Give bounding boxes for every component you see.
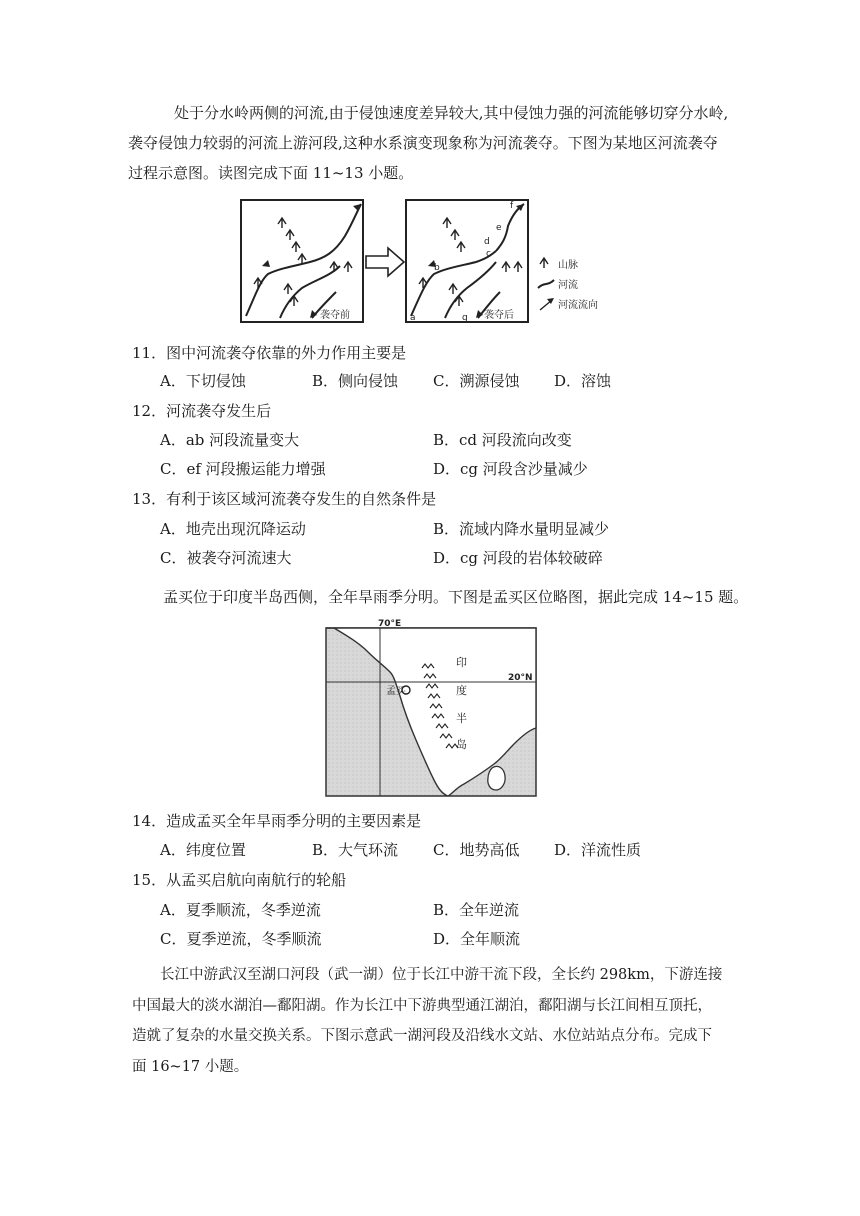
after-panel bbox=[406, 200, 528, 322]
q11-option-d[interactable]: D．溶蚀 bbox=[554, 372, 612, 390]
intro-line: 过程示意图。读图完成下面 11~13 小题。 bbox=[128, 164, 414, 182]
point-f-label: f bbox=[510, 201, 514, 211]
q12-option-b[interactable]: B．cd 河段流向改变 bbox=[433, 431, 572, 449]
q12-option-c[interactable]: C．ef 河段搬运能力增强 bbox=[160, 460, 326, 478]
peninsula-char: 度 bbox=[456, 684, 467, 697]
q11-option-a[interactable]: A．下切侵蚀 bbox=[160, 372, 246, 390]
point-g-label: g bbox=[462, 313, 468, 323]
q14-option-c[interactable]: C．地势高低 bbox=[433, 841, 520, 859]
transition-arrow-icon bbox=[366, 248, 404, 276]
intro-paragraph-16-17 bbox=[132, 960, 732, 1082]
q13-option-c[interactable]: C．被袭夺河流速大 bbox=[160, 549, 292, 567]
mumbai-label: 孟买 bbox=[386, 686, 406, 697]
q14-option-a[interactable]: A．纬度位置 bbox=[160, 841, 246, 859]
legend-flow: 河流流向 bbox=[558, 300, 598, 311]
intro-line: 长江中游武汉至湖口河段（武一湖）位于长江中游干流下段，全长约 298km，下游连接 bbox=[160, 967, 723, 983]
q13-option-a[interactable]: A．地壳出现沉降运动 bbox=[160, 520, 306, 538]
point-e-label: e bbox=[496, 223, 502, 233]
intro-line: 处于分水岭两侧的河流,由于侵蚀速度差异较大,其中侵蚀力强的河流能够切穿分水岭, bbox=[174, 104, 729, 122]
intro-line: 孟买位于印度半岛西侧，全年旱雨季分明。下图是孟买区位略图，据此完成 14~15 题。 bbox=[163, 588, 749, 606]
legend-mountain: 山脉 bbox=[558, 260, 578, 271]
peninsula-char: 半 bbox=[456, 712, 467, 725]
question-11-stem: 11．图中河流袭夺依靠的外力作用主要是 bbox=[132, 344, 407, 362]
q14-option-d[interactable]: D．洋流性质 bbox=[554, 841, 642, 859]
peninsula-char: 印 bbox=[456, 656, 467, 669]
q11-option-b[interactable]: B．侧向侵蚀 bbox=[312, 372, 399, 390]
q12-option-a[interactable]: A．ab 河段流量变大 bbox=[160, 431, 300, 449]
question-14-stem: 14．造成孟买全年旱雨季分明的主要因素是 bbox=[132, 812, 422, 830]
intro-line: 中国最大的淡水湖泊—鄱阳湖。作为长江中下游典型通江湖泊，鄱阳湖与长江间相互顶托， bbox=[132, 997, 712, 1014]
q13-option-d[interactable]: D．cg 河段的岩体较破碎 bbox=[433, 549, 603, 567]
intro-line: 面 16~17 小题。 bbox=[132, 1058, 249, 1075]
point-b-label: b bbox=[434, 263, 440, 273]
q15-option-b[interactable]: B．全年逆流 bbox=[433, 901, 520, 919]
question-13-stem: 13．有利于该区域河流袭夺发生的自然条件是 bbox=[132, 490, 437, 508]
intro-paragraph-11-13 bbox=[128, 98, 733, 188]
intro-line: 造就了复杂的水量交换关系。下图示意武一湖河段及沿线水文站、水位站站点分布。完成下 bbox=[132, 1028, 712, 1044]
intro-paragraph-14-15 bbox=[158, 582, 749, 612]
question-15-stem: 15．从孟买启航向南航行的轮船 bbox=[132, 871, 347, 889]
q15-option-d[interactable]: D．全年顺流 bbox=[433, 930, 521, 948]
q13-option-b[interactable]: B．流域内降水量明显减少 bbox=[433, 520, 610, 538]
q15-option-a[interactable]: A．夏季顺流，冬季逆流 bbox=[160, 901, 321, 919]
mumbai-location-map bbox=[324, 618, 538, 800]
q14-option-b[interactable]: B．大气环流 bbox=[312, 841, 399, 859]
lon-70e-label: 70°E bbox=[378, 619, 402, 629]
question-12-stem: 12．河流袭夺发生后 bbox=[132, 402, 272, 420]
intro-line: 袭夺侵蚀力较弱的河流上游河段,这种水系演变现象称为河流袭夺。下图为某地区河流袭夺 bbox=[128, 134, 718, 152]
mountain-icon bbox=[540, 258, 548, 268]
river-icon bbox=[538, 280, 554, 288]
river-capture-figure bbox=[240, 196, 620, 326]
q11-option-c[interactable]: C．溯源侵蚀 bbox=[433, 372, 520, 390]
q12-option-d[interactable]: D．cg 河段含沙量减少 bbox=[433, 460, 588, 478]
sri-lanka-island bbox=[488, 766, 505, 790]
point-c-label: c bbox=[486, 249, 491, 259]
q15-option-c[interactable]: C．夏季逆流，冬季顺流 bbox=[160, 930, 322, 948]
peninsula-char: 岛 bbox=[456, 738, 467, 751]
legend bbox=[538, 258, 598, 311]
legend-river: 河流 bbox=[558, 280, 578, 291]
after-label: 袭夺后 bbox=[484, 310, 514, 321]
point-d-label: d bbox=[484, 237, 490, 247]
lat-20n-label: 20°N bbox=[508, 673, 533, 683]
before-label: 袭夺前 bbox=[320, 310, 350, 321]
point-a-label: a bbox=[410, 313, 416, 323]
